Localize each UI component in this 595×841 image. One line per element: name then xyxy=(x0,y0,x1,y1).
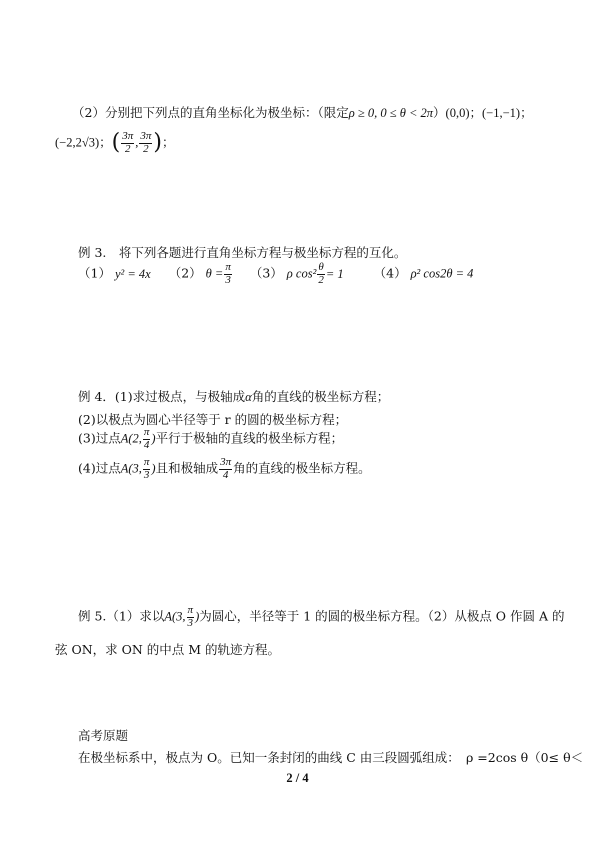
q2-point-2: (−1,−1) xyxy=(482,106,521,120)
ex3-p2-lhs: θ = xyxy=(205,266,224,281)
ex3-p2-label: （2） xyxy=(168,265,202,281)
ex4-line2: (2)以极点为圆心半径等于 r 的圆的极坐标方程； xyxy=(78,412,348,427)
q2-condition-close: ） xyxy=(433,105,446,120)
q2-separator: ； xyxy=(520,105,533,120)
ex3-p3-rhs: = 1 xyxy=(325,266,344,281)
ex3-p3-label: （3） xyxy=(249,265,283,281)
ex5-line1-text: 例 5.（1）求以 xyxy=(78,608,165,624)
ex4-line1 xyxy=(78,387,389,405)
ex4-line1-text: 例 4．(1)求过极点，与极轴成 xyxy=(78,389,246,404)
ex4-line3 xyxy=(78,427,343,451)
ex3-problems xyxy=(78,262,473,286)
q2-separator: ； xyxy=(469,105,483,120)
ex3-p4-label: （4） xyxy=(373,265,407,281)
ex5-point: A(3, xyxy=(164,609,186,624)
ex4-line3-close: ) xyxy=(151,431,156,446)
ex4-line1-text-end: 角的直线的极坐标方程； xyxy=(251,389,390,404)
ex5-line2: 弦 ON，求 ON 的中点 M 的轨迹方程。 xyxy=(55,642,281,657)
q2-point-4-comma: , xyxy=(135,135,139,150)
q2-intro: （2）分别把下列点的直角坐标化为极坐标：（限定 xyxy=(72,105,349,120)
ex3-p3-fraction: $\frac{\theta}{2}$ xyxy=(318,261,324,286)
q2-point-4-frac-1: $\frac{3\pi}{2}$ xyxy=(122,130,134,155)
ex3-p2-fraction: $\frac{\pi}{3}$ xyxy=(225,261,231,286)
q2-point-3: (−2,2√3) xyxy=(55,135,100,150)
ex5-line1 xyxy=(78,605,565,629)
ex3-title: 例 3. 将下列各题进行直角坐标方程与极坐标方程的互化。 xyxy=(78,245,407,260)
ex3-p1-equation: y² = 4x xyxy=(114,266,151,281)
ex5-line1-text-end: 为圆心，半径等于 1 的圆的极坐标方程。（2）从极点 O 作圆 A 的 xyxy=(199,608,565,624)
q2-point-4-open: ( xyxy=(111,130,121,156)
ex4-line3-text: (3)过点 xyxy=(78,430,121,446)
ex4-line4-text: (4)过点 xyxy=(78,460,121,476)
q2-separator: ； xyxy=(99,134,112,150)
ex3-p3-lhs: ρ cos² xyxy=(286,266,317,281)
q2-point-1: (0,0) xyxy=(445,106,470,120)
ex4-line4-close: ) xyxy=(151,461,156,476)
ex4-line4-point: A(3, xyxy=(120,461,142,476)
ex4-line3-text-end: 平行于极轴的直线的极坐标方程； xyxy=(155,430,344,446)
ex4-line4 xyxy=(78,457,371,481)
ex5-close: ) xyxy=(195,609,200,624)
ex4-alpha: α xyxy=(245,390,252,404)
q2-point-4-close: ) xyxy=(153,130,162,156)
ex4-line4-fraction: $\frac{\pi}{3}$ xyxy=(143,456,150,481)
q2-condition: ρ ≥ 0, 0 ≤ θ < 2π xyxy=(348,106,434,120)
ex4-line4-text-end: 角的直线的极坐标方程。 xyxy=(233,460,371,476)
ex4-line4-text-mid: 且和极轴成 xyxy=(155,460,219,476)
q2-point-4-frac-2: $\frac{3\pi}{2}$ xyxy=(140,130,152,155)
q2-line1 xyxy=(72,103,533,121)
ex4-line4-angle: $\frac{3\pi}{4}$ xyxy=(220,456,232,481)
ex4-line3-fraction: $\frac{\pi}{4}$ xyxy=(143,426,150,451)
q2-line2 xyxy=(55,131,175,155)
gaokao-text: 在极坐标系中，极点为 O。已知一条封闭的曲线 C 由三段圆弧组成： ρ =2cos θ（0≤ θ＜ xyxy=(78,750,584,765)
ex4-line3-point: A(2, xyxy=(120,431,142,446)
gaokao-heading: 高考原题 xyxy=(78,728,129,743)
q2-separator: ； xyxy=(161,134,175,150)
ex5-fraction: $\frac{\pi}{3}$ xyxy=(187,604,194,629)
ex3-p4-equation: ρ² cos2θ = 4 xyxy=(410,266,474,281)
ex3-p1-label: （1） xyxy=(78,265,111,281)
page-number: 2 / 4 xyxy=(286,771,309,785)
